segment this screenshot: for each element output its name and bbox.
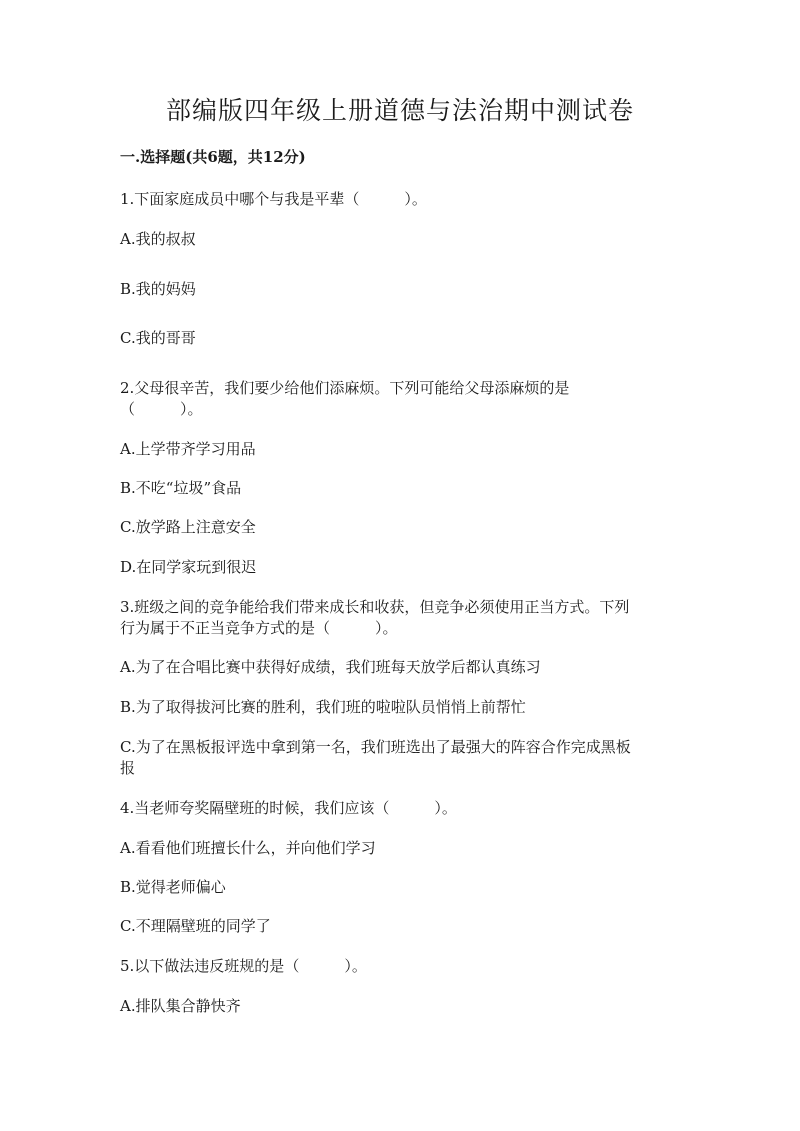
question-3-stem-line-1: 3.班级之间的竞争能给我们带来成长和收获，但竞争必须使用正当方式。下列: [120, 598, 630, 616]
exam-title: 部编版四年级上册道德与法治期中测试卷: [165, 96, 634, 125]
question-1-option-b: B.我的妈妈: [120, 280, 196, 298]
question-4-option-c: C.不理隔壁班的同学了: [120, 917, 271, 935]
question-3-option-a: A.为了在合唱比赛中获得好成绩，我们班每天放学后都认真练习: [120, 658, 541, 676]
question-1-option-c: C.我的哥哥: [120, 329, 196, 347]
question-4-option-a: A.看看他们班擅长什么，并向他们学习: [120, 839, 376, 857]
question-2-option-a: A.上学带齐学习用品: [120, 440, 256, 458]
question-1-stem: 1.下面家庭成员中哪个与我是平辈（ ）。: [120, 190, 427, 208]
question-4-stem: 4.当老师夸奖隔壁班的时候，我们应该（ ）。: [120, 799, 457, 817]
question-2-option-b: B.不吃“垃圾”食品: [120, 479, 242, 497]
question-3-option-c-line-1: C.为了在黑板报评选中拿到第一名，我们班选出了最强大的阵容合作完成黑板: [120, 738, 631, 756]
question-3-option-b: B.为了取得拔河比赛的胜利，我们班的啦啦队员悄悄上前帮忙: [120, 698, 526, 716]
question-3-stem-line-2: 行为属于不正当竞争方式的是（ ）。: [120, 619, 398, 637]
question-5-option-a: A.排队集合静快齐: [120, 997, 241, 1015]
question-4-option-b: B.觉得老师偏心: [120, 878, 226, 896]
question-3-option-c-line-2: 报: [120, 759, 136, 777]
question-1-option-a: A.我的叔叔: [120, 230, 196, 248]
question-2-option-c: C.放学路上注意安全: [120, 518, 256, 536]
section-heading: 一.选择题(共6题，共12分): [120, 148, 306, 166]
question-2-stem-line-2: （ ）。: [120, 400, 203, 418]
question-2-option-d: D.在同学家玩到很迟: [120, 558, 257, 576]
question-2-stem-line-1: 2.父母很辛苦，我们要少给他们添麻烦。下列可能给父母添麻烦的是: [120, 379, 570, 397]
question-5-stem: 5.以下做法违反班规的是（ ）。: [120, 957, 367, 975]
